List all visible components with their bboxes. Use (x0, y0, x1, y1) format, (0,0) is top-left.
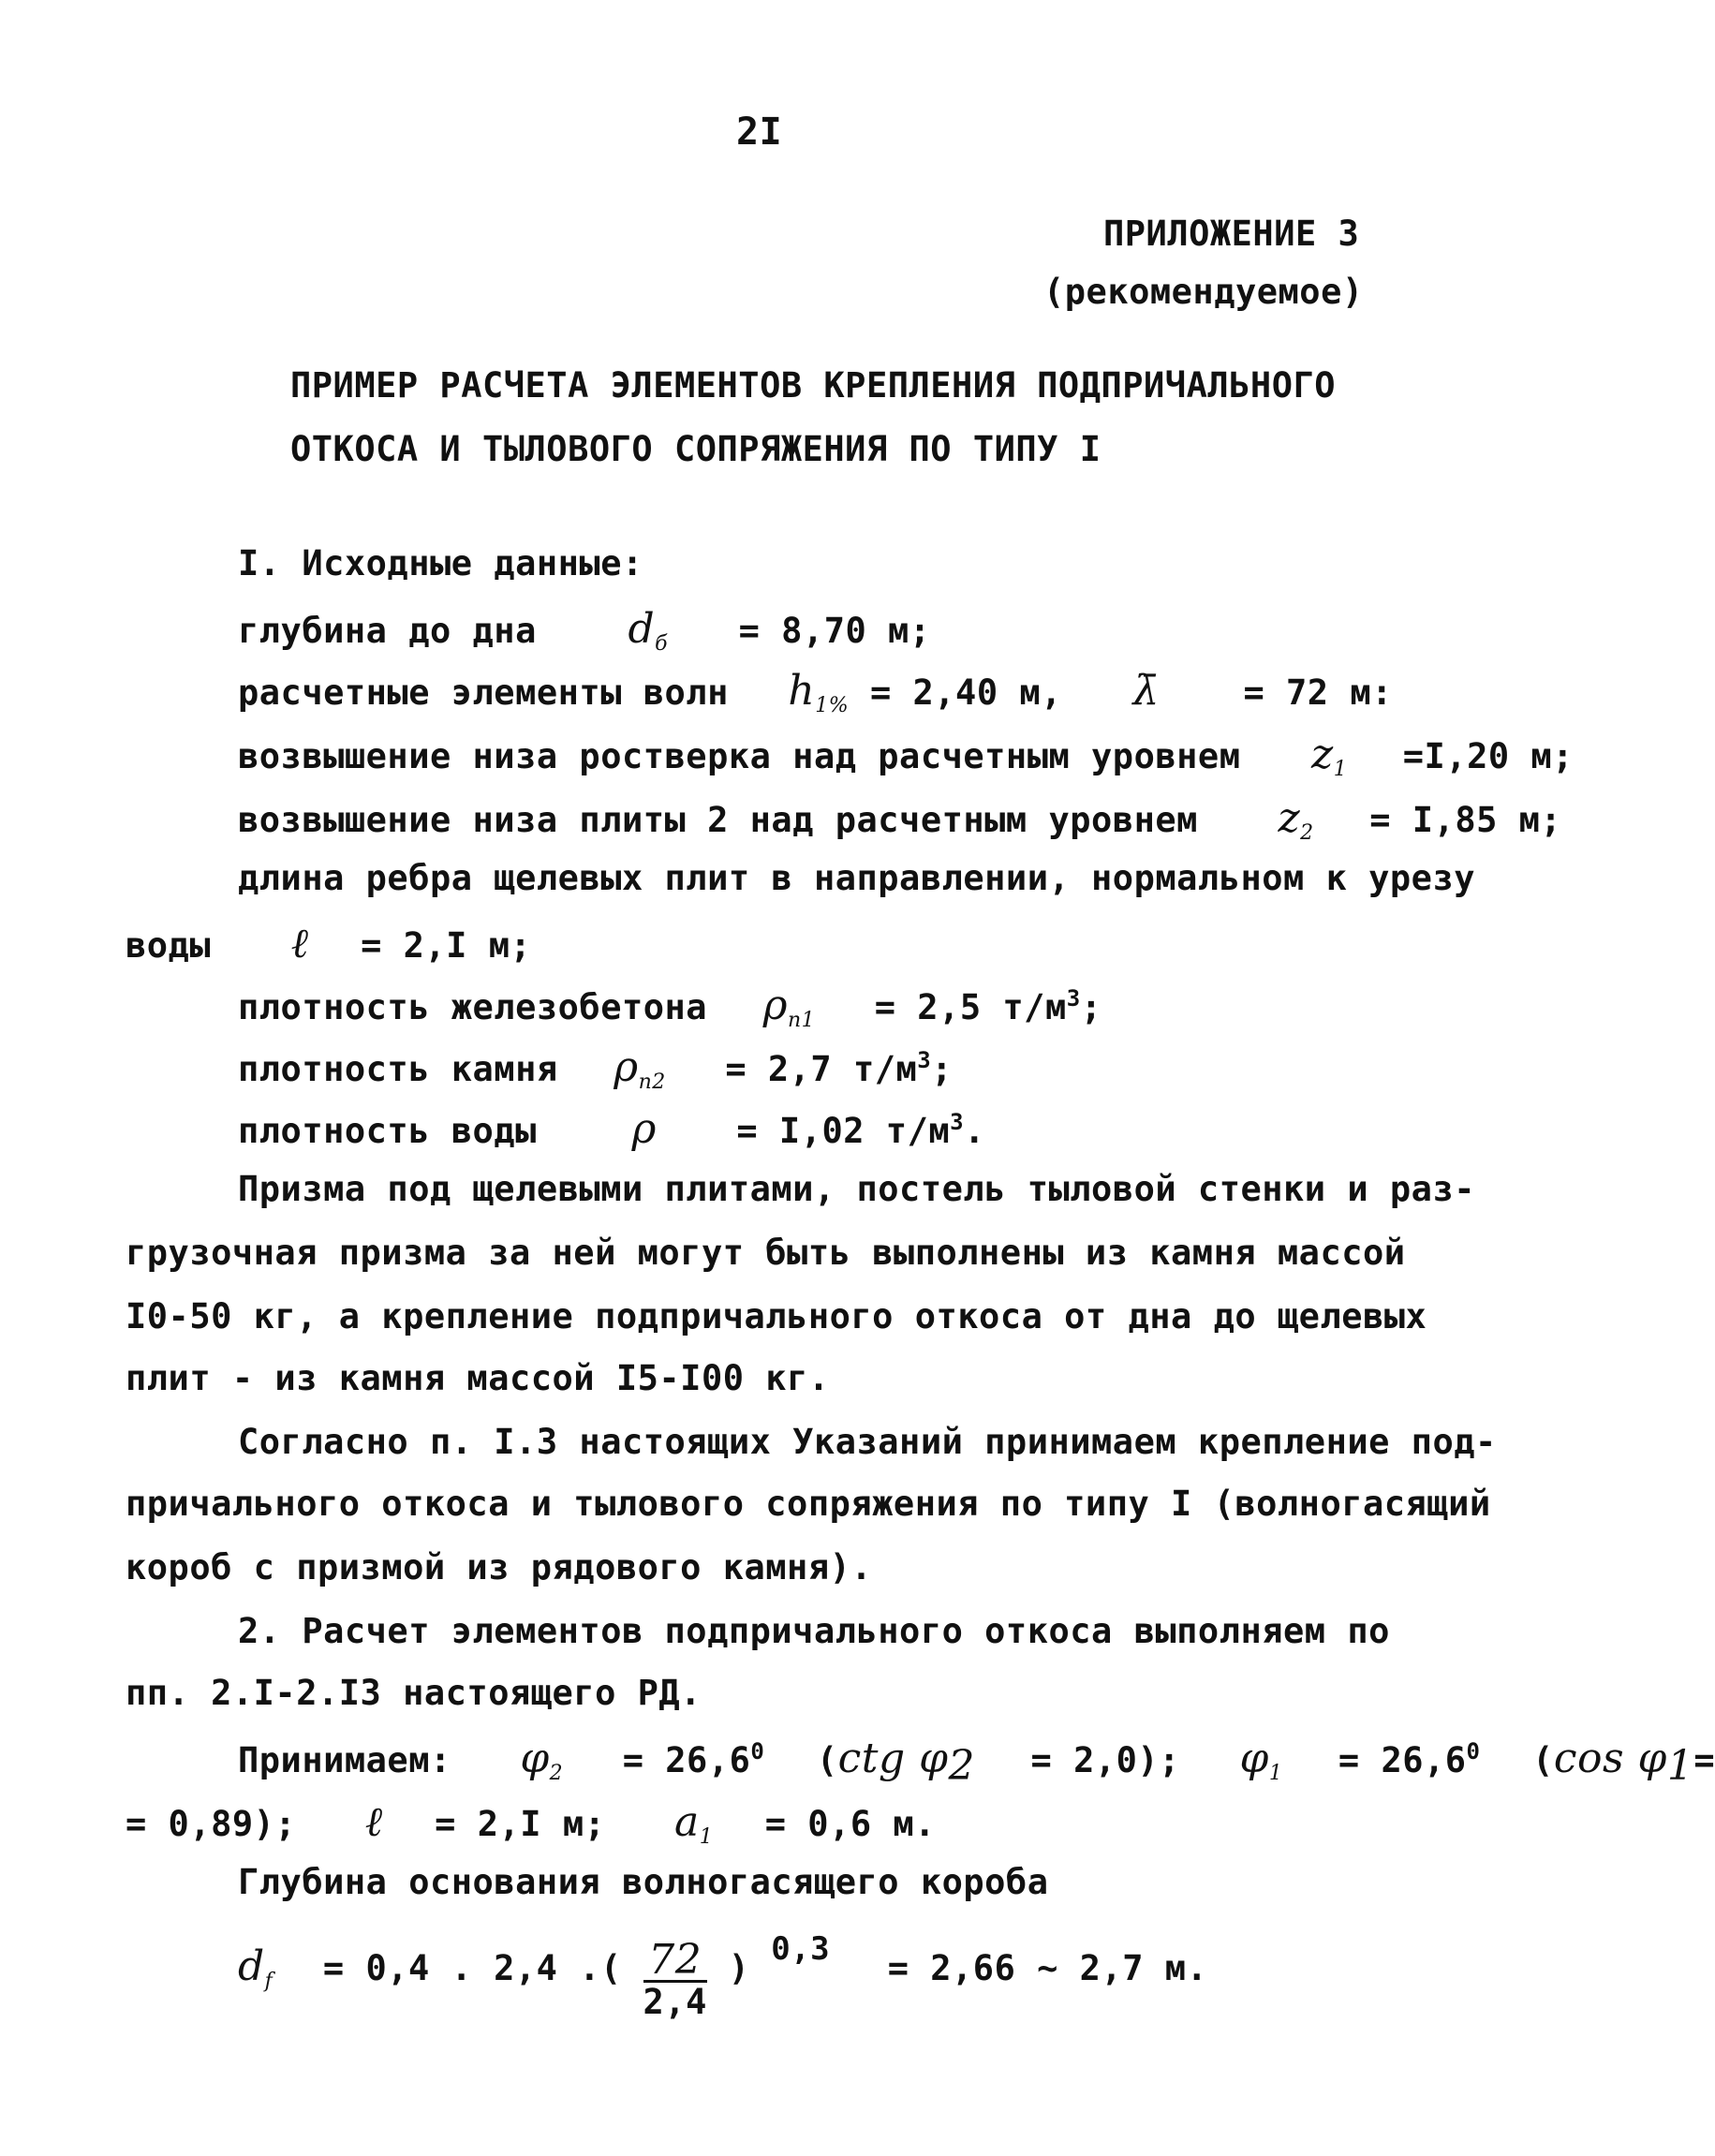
para2-line-2: причального откоса и тылового сопряжения по типу I (волногасящий (126, 1484, 1491, 1524)
rho-water-value: = I,02 $т/м^3$. (736, 1109, 985, 1151)
depth-symbol: $d_б$ (628, 605, 669, 656)
title-line-1: ПРИМЕР РАСЧЕТА ЭЛЕМЕНТОВ КРЕПЛЕНИЯ ПОДПРИЧАЛЬНОГО (290, 365, 1337, 406)
rho2-symbol: $\rho_{n2}$ (614, 1043, 666, 1094)
base-depth-label: Глубина основания волногасящего короба (238, 1862, 1049, 1902)
z2-value: = I,85 м; (1369, 800, 1562, 840)
ell-symbol: ℓ (364, 1798, 383, 1846)
rho1-line (238, 982, 1102, 1032)
rho1-symbol: $\rho_{n1}$ (762, 982, 816, 1032)
title-line-2: ОТКОСА И ТЫЛОВОГО СОПРЯЖЕНИЯ ПО ТИПУ I (290, 429, 1101, 469)
rho-water-line (238, 1105, 985, 1153)
rho2-value: = 2,7 $т/м^3$; (725, 1047, 954, 1089)
accept-label: Принимаем: (238, 1740, 451, 1780)
appendix-label: ПРИЛОЖЕНИЕ 3 (1103, 214, 1360, 254)
ctg-value: = 2,0); (1030, 1740, 1180, 1780)
waves-line (238, 667, 1393, 715)
cos-value: = 0,89); (126, 1804, 297, 1844)
rib-line-1: длина ребра щелевых плит в направлении, нормальном к урезу (238, 858, 1476, 898)
fraction-denominator: 2,4 (643, 1982, 707, 2022)
section-1-heading: I. Исходные данные: (238, 543, 643, 583)
phi2-value: = $26,6^0$ (622, 1738, 765, 1780)
base-depth-formula (238, 1929, 1208, 2022)
wave-length-value: = 72 м: (1243, 672, 1393, 713)
para1-line-4: плит - из камня массой I5-I00 кг. (126, 1358, 830, 1398)
z1-value: =I,20 м; (1402, 736, 1574, 776)
z2-label: возвышение низа плиты 2 над расчетным уровнем (238, 800, 1198, 840)
phi2-symbol: $\varphi_2$ (520, 1735, 564, 1785)
accept-line-1 (238, 1735, 1715, 1790)
accept-line-2 (126, 1798, 936, 1849)
formula-close: ) (728, 1948, 750, 1988)
phi1-symbol: $\varphi_1$ (1239, 1735, 1283, 1785)
para3-line-2: пп. 2.I-2.I3 настоящего РД. (126, 1673, 702, 1713)
wave-height-symbol: $h_{1\%}$ (788, 667, 850, 717)
ell-value: = 2,I м; (435, 1804, 606, 1844)
rho2-line (238, 1043, 954, 1094)
formula-expression: = 0,4 . 2,4 .( (322, 1948, 622, 1988)
rib-length-value: = 2,I м; (361, 925, 532, 966)
z1-line (238, 731, 1574, 781)
depth-label: глубина до дна (238, 611, 537, 651)
para1-line-1: Призма под щелевыми плитами, постель тыловой стенки и раз- (238, 1169, 1476, 1209)
para1-line-3: I0-50 кг, а крепление подпричального откоса от дна до щелевых (126, 1296, 1427, 1336)
waves-label: расчетные элементы волн (238, 672, 729, 713)
depth-line (238, 605, 931, 656)
ctg-expression: (ctg $\varphi_2$ (816, 1735, 975, 1790)
rib-length-symbol: ℓ (290, 920, 309, 967)
a1-symbol: $a_1$ (673, 1798, 714, 1849)
fraction (643, 1936, 707, 2022)
a1-value: = 0,6 м. (764, 1804, 936, 1844)
rib-prefix: воды (126, 925, 212, 966)
phi1-value: = $26,6^0$ (1338, 1738, 1481, 1780)
z1-label: возвышение низа ростверка над расчетным уровнем (238, 736, 1241, 776)
fraction-numerator: 72 (643, 1941, 707, 1983)
formula-result: = 2,66 ~ 2,7 м. (887, 1948, 1208, 1988)
page-number: 2I (736, 111, 783, 154)
z1-symbol: $z_1$ (1311, 731, 1348, 781)
df-symbol: $d_f$ (238, 1942, 274, 1993)
rho-water-label: плотность воды (238, 1111, 537, 1151)
wave-length-symbol: λ̄ (1132, 667, 1160, 715)
rho2-label: плотность камня (238, 1049, 558, 1089)
rho-water-symbol: ρ (631, 1105, 657, 1153)
appendix-status: (рекомендуемое) (1043, 272, 1364, 312)
rho1-label: плотность железобетона (238, 987, 708, 1027)
cos-expression: (cos $\varphi_1=$ (1532, 1735, 1715, 1790)
para2-line-1: Согласно п. I.3 настоящих Указаний принимаем крепление под- (238, 1422, 1497, 1462)
z2-line (238, 794, 1562, 845)
para1-line-2: грузочная призма за ней могут быть выполнены из камня массой (126, 1233, 1406, 1273)
rho1-value: = 2,5 $т/м^3$; (874, 985, 1102, 1027)
rib-line-2 (126, 920, 531, 967)
para2-line-3: короб с призмой из рядового камня). (126, 1547, 873, 1587)
depth-value: = 8,70 м; (738, 611, 931, 651)
formula-power: 0,3 (771, 1930, 831, 1968)
z2-symbol: $z_2$ (1278, 794, 1314, 845)
wave-height-value: = 2,40 м, (869, 672, 1062, 713)
para3-line-1: 2. Расчет элементов подпричального откоса выполняем по (238, 1611, 1390, 1651)
